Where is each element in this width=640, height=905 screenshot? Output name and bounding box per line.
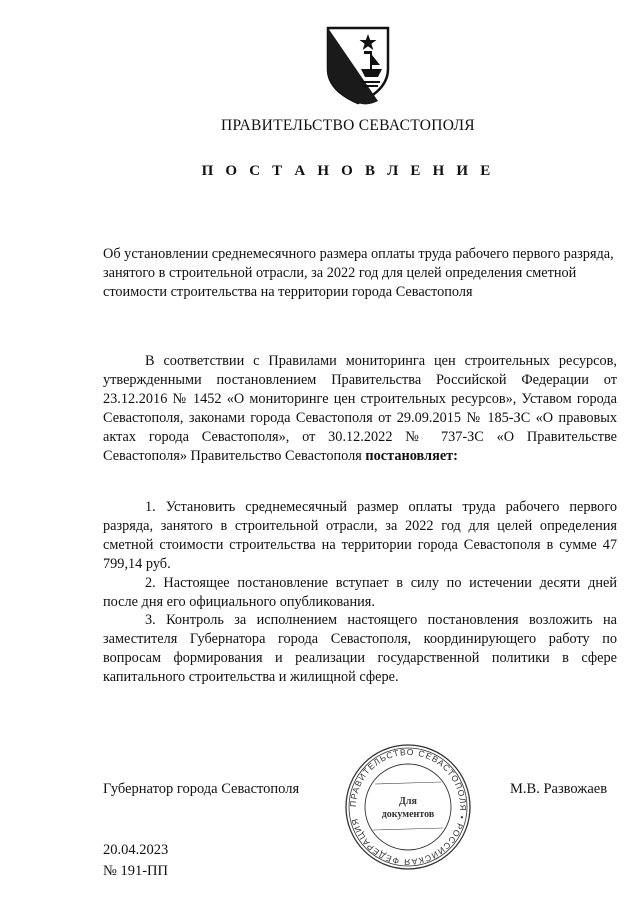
resolves-word: постановляет:	[365, 448, 458, 464]
official-seal-stamp	[343, 742, 473, 872]
signatory-name: М.В. Развожаев	[510, 781, 608, 797]
preamble-paragraph	[103, 352, 617, 466]
document-date: 20.04.2023	[103, 842, 169, 858]
clause-2: 2. Настоящее постановление вступает в силу по истечении десяти дней после дня его официального опубликования.	[103, 575, 617, 610]
seal-center-line-1: Для	[399, 796, 417, 807]
signatory-position: Губернатор города Севастополя	[103, 781, 300, 797]
organization-title: ПРАВИТЕЛЬСТВО СЕВАСТОПОЛЯ	[221, 117, 475, 134]
clause-3: 3. Контроль за исполнением настоящего постановления возложить на заместителя Губернатора города Севастополя, координирующего работу по вопросам формирования и реализации государственной политики в сфере капитального строительства и жилищной сфере.	[103, 612, 617, 685]
seal-center-line-2: документов	[381, 809, 435, 820]
sevastopol-coat-of-arms-icon	[324, 25, 392, 105]
document-subject: Об установлении среднемесячного размера оплаты труда рабочего первого разряда, занятого в строительной отрасли, за 2022 год для целей определения сметной стоимости строительства на территории города Севастополя	[103, 246, 614, 300]
document-type-heading: П О С Т А Н О В Л Е Н И Е	[201, 163, 495, 179]
preamble-text: В соответствии с Правилами мониторинга цен строительных ресурсов, утвержденными постановлением Правительства Российской Федерации от 23.12.2016 № 1452 «О мониторинге цен строительных ресурсов», Уставом города Севастополя, законами города Севастополя от 29.09.2015 № 185-ЗС «О правовых актах города Севастополя», от 30.12.2022 № 737-ЗС «О Правительстве Севастополя» Правительство Севастополя	[103, 353, 617, 464]
document-number: № 191-ПП	[103, 863, 168, 879]
clause-1: 1. Установить среднемесячный размер оплаты труда рабочего первого разряда, занятого в строительной отрасли, за 2022 год для целей определения сметной стоимости строительства на территории города Севастополя в сумме 47 799,14 руб.	[103, 499, 617, 572]
seal-ring-text: ПРАВИТЕЛЬСТВО СЕВАСТОПОЛЯ • РОССИЙСКАЯ ФЕДЕРАЦИЯ	[347, 746, 469, 868]
